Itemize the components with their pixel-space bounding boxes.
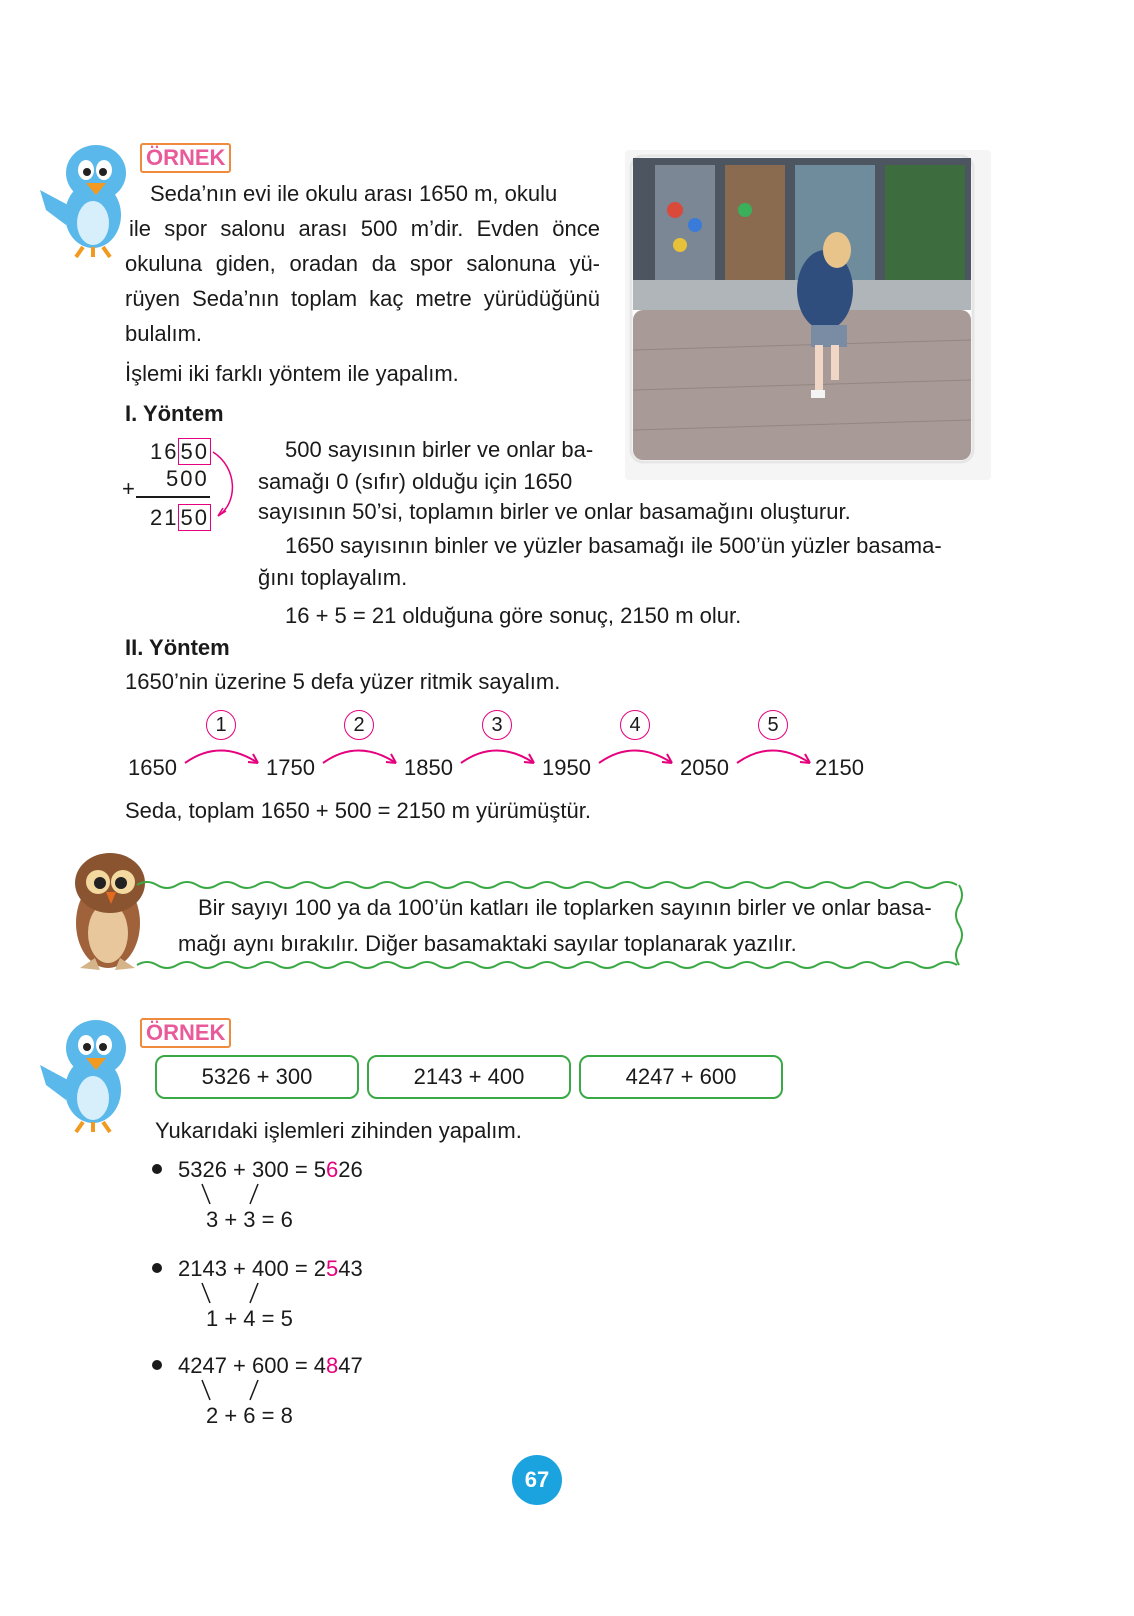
expression-pill: 5326 + 300 (155, 1055, 359, 1099)
note-line: mağı aynı bırakılır. Diğer basamaktaki sayılar toplanarak yazılır. (178, 931, 797, 956)
method1-result: 16 + 5 = 21 olduğuna göre sonuç, 2150 m olur. (285, 603, 742, 628)
example2-intro: Yukarıdaki işlemleri zihinden yapalım. (155, 1118, 522, 1143)
example-tag: ÖRNEK (140, 143, 231, 173)
eq-part: 2143 + 400 = 2 (178, 1256, 327, 1281)
bird-mascot-icon (38, 1010, 138, 1135)
carry-arrow-icon (210, 448, 240, 523)
method-intro: İşlemi iki farklı yöntem ile yapalım. (125, 361, 459, 386)
school-photo (625, 150, 991, 480)
eq-part: 26 (338, 1157, 363, 1182)
digit-sum: 2 + 6 = 8 (206, 1403, 293, 1428)
eq-part: 43 (338, 1256, 363, 1281)
count-value: 2050 (680, 755, 729, 780)
result-boxed: 50 (180, 505, 209, 530)
eq-highlight: 6 (326, 1157, 339, 1182)
method1-explain: 1650 sayısının binler ve yüzler basamağı ile 500’ün yüzler basama- (285, 533, 942, 558)
addend1 (150, 438, 211, 466)
count-value: 1650 (128, 755, 177, 780)
eq-highlight: 8 (326, 1353, 339, 1378)
bullet (152, 1164, 162, 1174)
method2-intro: 1650’nin üzerine 5 defa yüzer ritmik sayalım. (125, 669, 561, 694)
problem-line: Seda’nın evi ile okulu arası 1650 m, okulu (150, 181, 558, 206)
example-tag: ÖRNEK (140, 1018, 231, 1048)
girl-walking-to-school-image (625, 150, 991, 480)
method1-explain: samağı 0 (sıfır) olduğu için 1650 (258, 469, 573, 494)
eq-part: 4247 + 600 = 4 (178, 1353, 327, 1378)
result-prefix: 21 (150, 505, 179, 530)
problem-line: rüyen Seda’nın toplam kaç metre yürüdüğünü (125, 286, 600, 311)
addend1-prefix: 16 (150, 439, 179, 464)
step-number: 4 (620, 710, 650, 740)
addend2: 500 (166, 466, 209, 491)
count-value: 1750 (266, 755, 315, 780)
page-number: 67 (512, 1455, 562, 1505)
digit-sum: 3 + 3 = 6 (206, 1207, 293, 1232)
step-number: 5 (758, 710, 788, 740)
bullet (152, 1360, 162, 1370)
sum-line (136, 496, 210, 498)
method1-explain: ğını toplayalım. (258, 565, 408, 590)
expression-pill: 4247 + 600 (579, 1055, 783, 1099)
count-value: 1850 (404, 755, 453, 780)
result (150, 504, 211, 532)
bird-mascot-icon (38, 135, 138, 260)
method1-explain: 500 sayısının birler ve onlar ba- (285, 437, 594, 462)
expression-pill: 2143 + 400 (367, 1055, 571, 1099)
method1-heading: I. Yöntem (125, 401, 224, 426)
step-number: 3 (482, 710, 512, 740)
plus-sign: + (122, 476, 135, 501)
method2-heading: II. Yöntem (125, 635, 230, 660)
count-value: 1950 (542, 755, 591, 780)
conclusion: Seda, toplam 1650 + 500 = 2150 m yürümüştür. (125, 798, 591, 823)
digit-sum: 1 + 4 = 5 (206, 1306, 293, 1331)
problem-line: ile spor salonu arası 500 m’dir. Evden önce (129, 216, 600, 241)
problem-line: bulalım. (125, 321, 203, 346)
count-value: 2150 (815, 755, 864, 780)
method1-explain: sayısının 50’si, toplamın birler ve onlar basamağını oluşturur. (258, 499, 851, 524)
addend1-boxed: 50 (180, 439, 209, 464)
step-number: 2 (344, 710, 374, 740)
step-number: 1 (206, 710, 236, 740)
eq-part: 5326 + 300 = 5 (178, 1157, 327, 1182)
note-line: Bir sayıyı 100 ya da 100’ün katları ile toplarken sayının birler ve onlar basa- (198, 895, 932, 920)
bullet (152, 1263, 162, 1273)
eq-part: 47 (338, 1353, 363, 1378)
eq-highlight: 5 (326, 1256, 339, 1281)
problem-line: okuluna giden, oradan da spor salonuna yü- (125, 251, 600, 276)
